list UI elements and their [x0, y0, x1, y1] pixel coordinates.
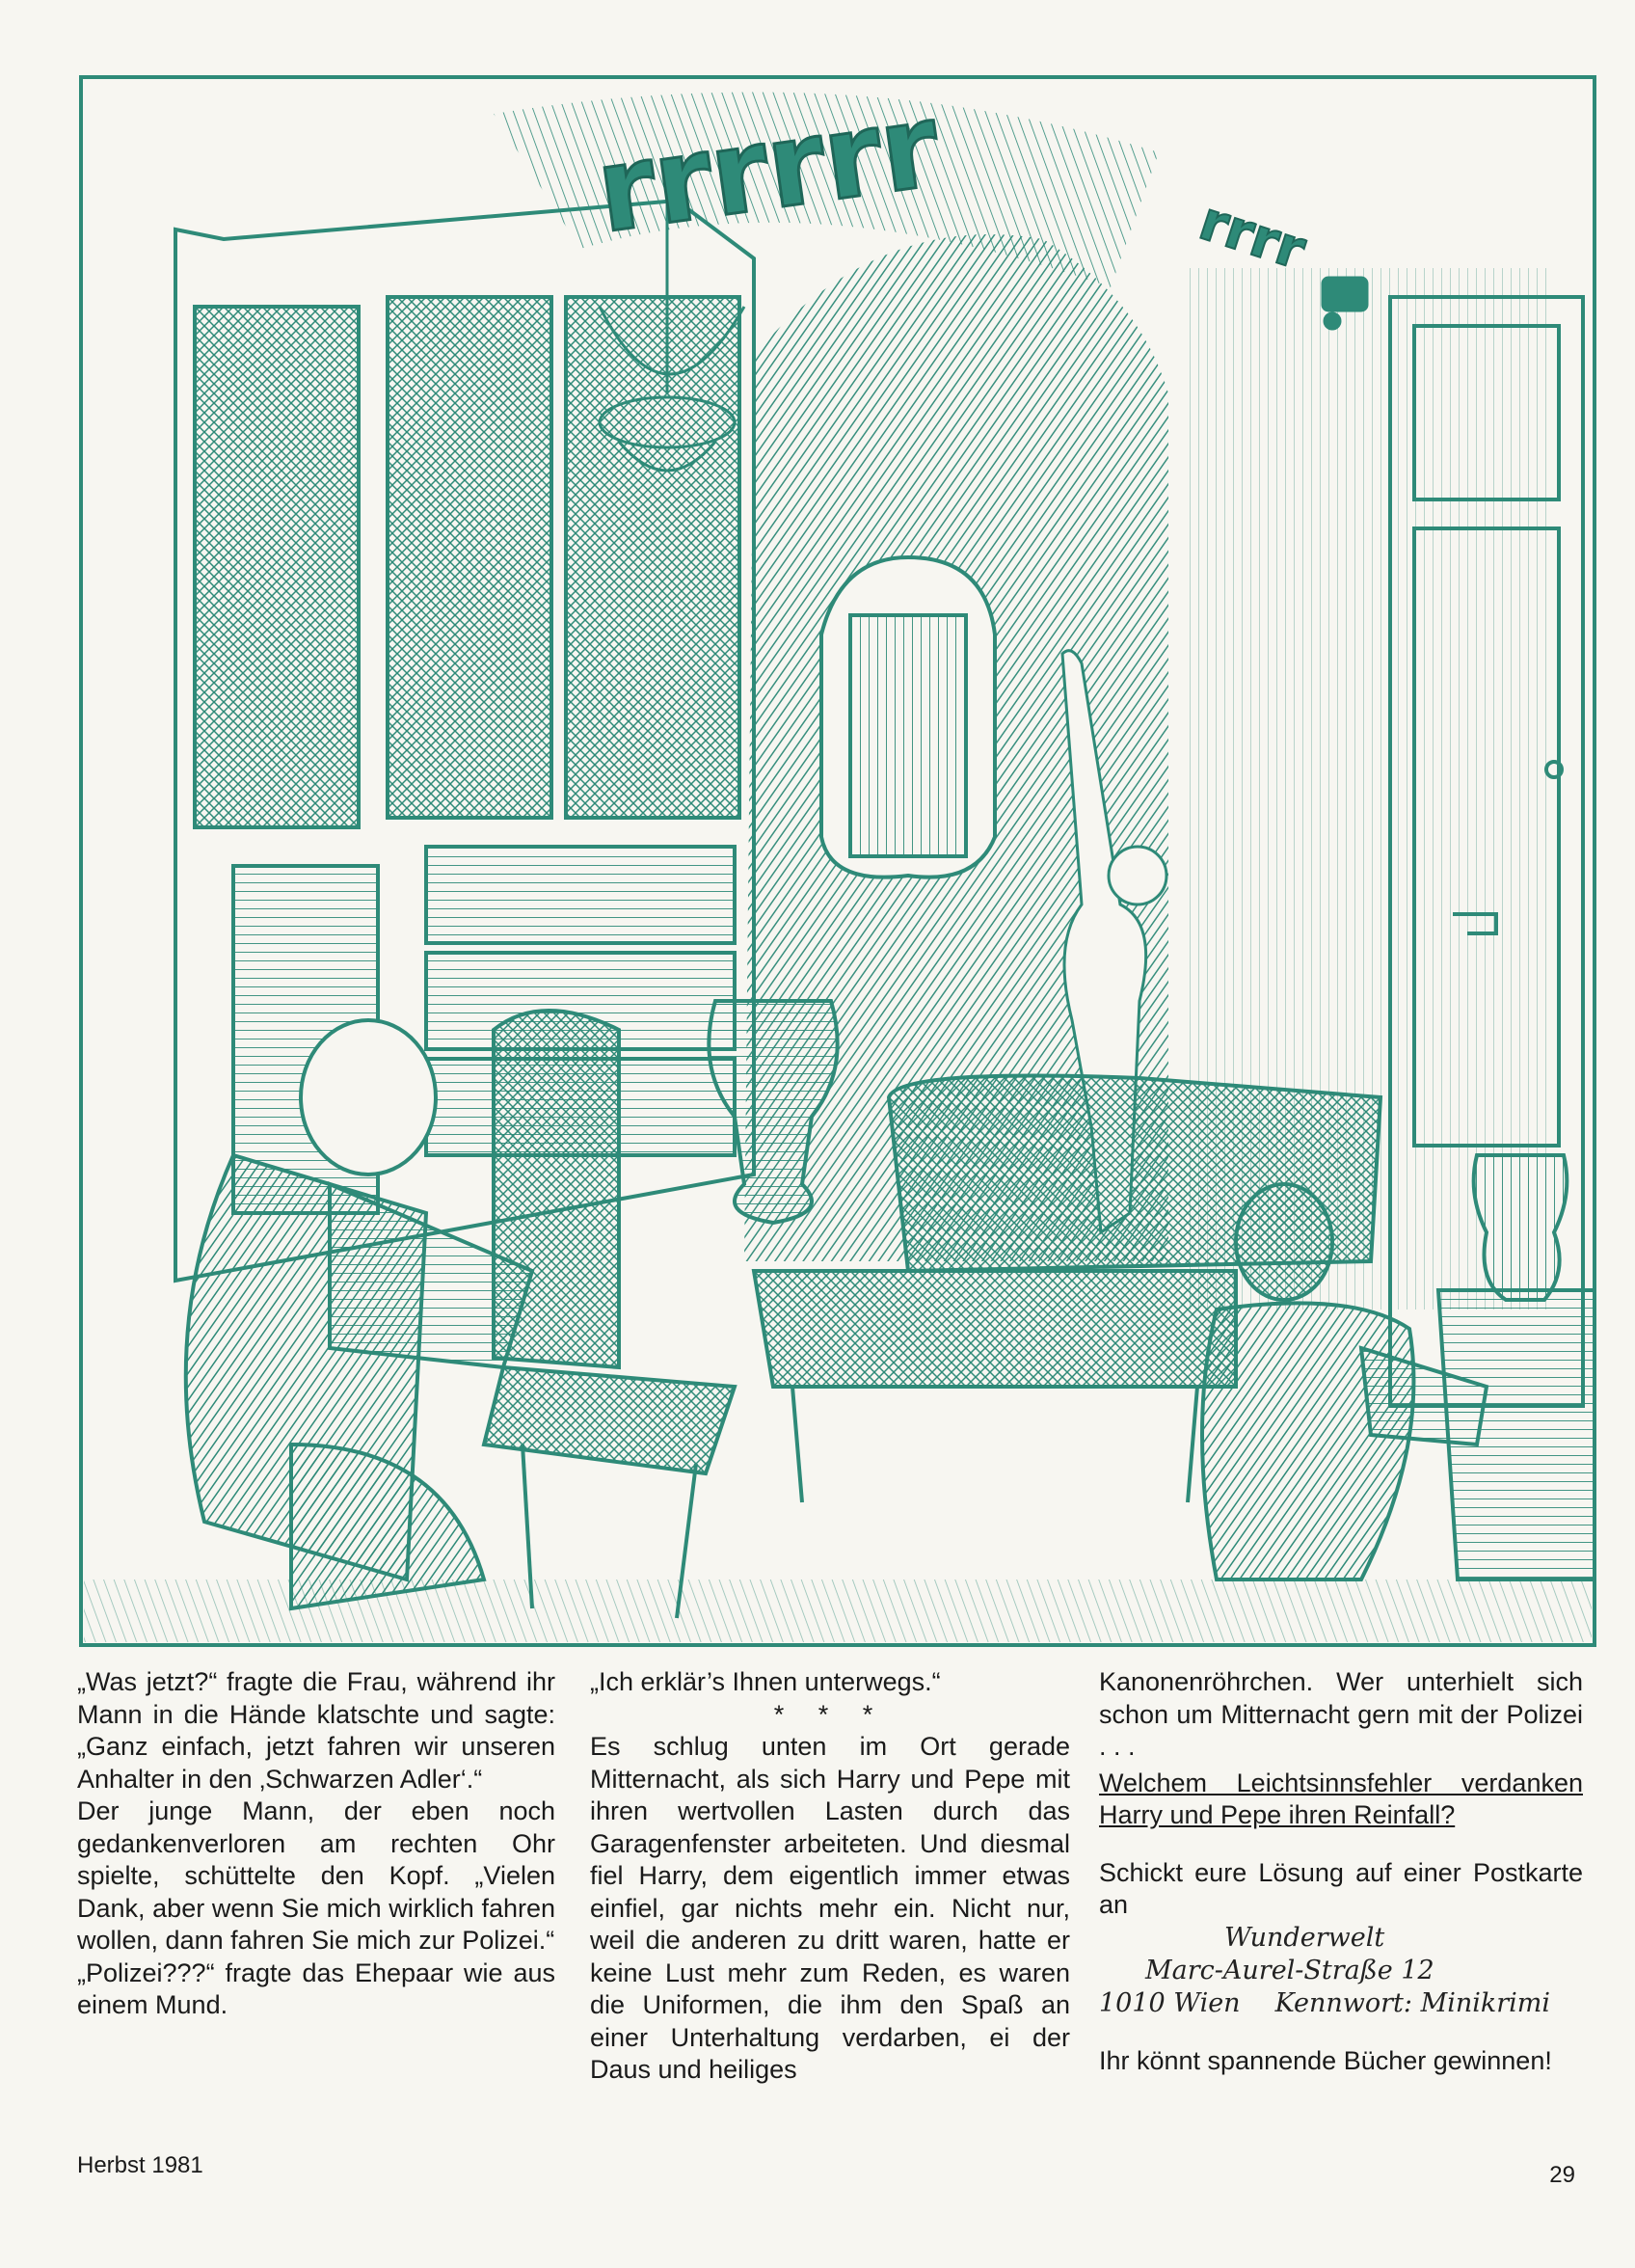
paragraph: „Polizei???“ fragte das Ehepaar wie aus einem Mund. [77, 1958, 555, 2019]
crime-scene-illustration [79, 75, 1596, 1647]
paragraph: „Ich erklär’s Ihnen unterwegs.“ [590, 1667, 941, 1696]
address-line: Marc-Aurel-Straße 12 [1145, 1955, 1434, 1985]
address-line [1099, 1987, 1583, 2020]
ornate-mirror [821, 557, 995, 878]
paragraph: Der junge Mann, der eben noch gedankenverloren am rechten Ohr spielte, schüttelte den Kopf. „Vielen Dank, aber wenn Sie mich wirklich fahren wollen, dann fahren Sie mich zur Polizei.“ [77, 1796, 555, 1955]
handwritten-address [1099, 1922, 1583, 2020]
riddle-question: Welchem Leichtsinnsfehler verdanken Harry und Pepe ihren Reinfall? [1099, 1768, 1583, 1829]
address-keyword: Kennwort: Minikrimi [1274, 1987, 1551, 2018]
text-column-2 [590, 1666, 1070, 2087]
section-divider: * * * [773, 1699, 887, 1729]
text-column-3 [1099, 1666, 1583, 2077]
issue-date: Herbst 1981 [77, 2152, 203, 2178]
page-number: 29 [1549, 2162, 1575, 2188]
sound-text: rrrrrr [589, 78, 947, 259]
vase [1474, 1155, 1568, 1300]
paragraph: Ihr könnt spannende Bücher gewinnen! [1099, 2045, 1552, 2075]
address-line: Wunderwelt [1224, 1922, 1385, 1953]
sound-text-small: rrrr [1192, 189, 1313, 283]
side-cabinet [1438, 1290, 1596, 1580]
paragraph: „Was jetzt?“ fragte die Frau, während ihr Mann in die Hände klatschte und sagte: „Ganz einfach, jetzt fahren wir unseren Anhalter in den ‚Schwarzen Adler‘.“ [77, 1667, 555, 1794]
text-column-1 [77, 1666, 555, 2022]
paragraph: Es schlug unten im Ort gerade Mitternacht, als sich Harry und Pepe mit ihren wertvollen Lasten durch das Garagenfenster arbeiteten. Und diesmal fiel Harry, dem eigentlich immer etwas einfiel, gar nichts mehr ein. Nicht nur, weil die anderen zu dritt waren, hatte er keine Lust mehr zum Reden, es waren die Uniformen, die ihm den Spaß an einer Unterhaltung verdarben, ei der Daus und heiliges [590, 1732, 1070, 2084]
paragraph: Kanonenröhrchen. Wer unterhielt sich schon um Mitternacht gern mit der Polizei . . . [1099, 1667, 1583, 1761]
address-city: 1010 Wien [1099, 1987, 1241, 2018]
paragraph: Schickt eure Lösung auf einer Postkarte an [1099, 1857, 1583, 1919]
